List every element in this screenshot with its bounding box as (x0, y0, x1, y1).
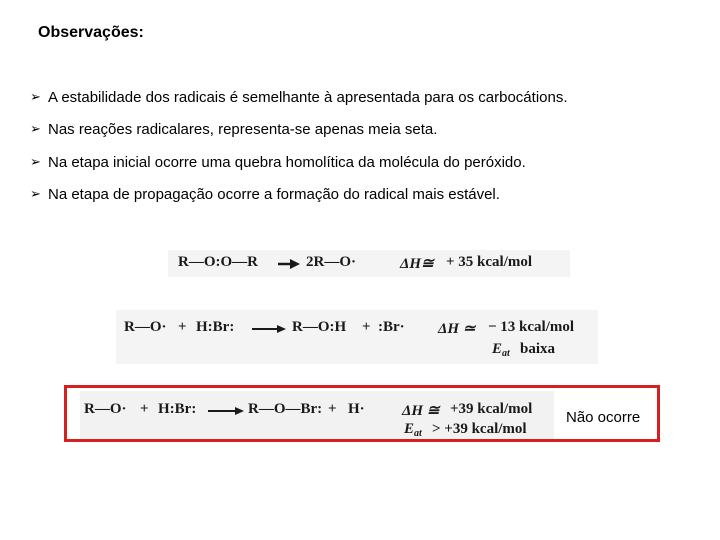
propagation-equation-hbr-alkoxy (116, 310, 598, 364)
bullet-text: Na etapa inicial ocorre uma quebra homolítica da molécula do peróxido. (48, 153, 526, 171)
eq2-enthalpy-label: ΔH ≃ (438, 321, 476, 337)
eq2-reactant-1: R—O· (124, 319, 167, 335)
reaction-arrow-icon (252, 324, 286, 334)
eq2-reactant-2: H:Br: (196, 319, 235, 335)
observations-list (30, 88, 568, 218)
reaction-arrow-icon (278, 259, 300, 269)
eq1-enthalpy-label: ΔH≅ (400, 256, 434, 272)
eq3-reactant-1: R—O· (84, 401, 127, 417)
eq3-plus-2: + (328, 401, 337, 417)
peroxide-cleavage-equation (168, 250, 570, 277)
arrow-bullet-icon: ➢ (30, 187, 41, 202)
arrow-bullet-icon: ➢ (30, 154, 41, 170)
eq3-activation-value: > +39 kcal/mol (432, 421, 527, 437)
eq3-enthalpy-label: ΔH ≅ (402, 403, 440, 419)
eq3-product-2: H· (348, 401, 365, 417)
slide-title: Observações: (38, 24, 144, 41)
eq2-activation-value: baixa (520, 341, 556, 357)
bullet-text: Na etapa de propagação ocorre a formação do radical mais estável. (48, 186, 500, 203)
eq1-reactant: R—O:O—R (178, 254, 258, 270)
eq2-plus-1: + (178, 319, 187, 335)
eq3-reactant-2: H:Br: (158, 401, 197, 417)
list-item (30, 153, 568, 171)
eq3-product-1: R—O—Br: (248, 401, 323, 417)
eq3-enthalpy-value: +39 kcal/mol (450, 401, 533, 417)
eq2-product-1: R—O:H (292, 319, 347, 335)
bullet-text: A estabilidade dos radicais é semelhante à apresentada para os carbocátions. (48, 88, 568, 106)
list-item (30, 121, 568, 139)
eq1-enthalpy-value: + 35 kcal/mol (446, 254, 533, 270)
list-item (30, 186, 568, 204)
eq3-activation-label: $E_{at}$ (404, 421, 422, 439)
eq2-activation-label: $E_{at}$ (492, 341, 510, 359)
eq3-plus-1: + (140, 401, 149, 417)
eq1-product: 2R—O· (306, 254, 357, 270)
arrow-bullet-icon: ➢ (30, 122, 41, 137)
bullet-text: Nas reações radicalares, representa-se apenas meia seta. (48, 121, 438, 138)
eq2-product-2: :Br· (378, 319, 405, 335)
eq2-plus-2: + (362, 319, 371, 335)
arrow-bullet-icon: ➢ (30, 89, 41, 105)
not-occurring-note: Não ocorre (566, 409, 641, 426)
eq2-enthalpy-value: − 13 kcal/mol (488, 319, 575, 335)
list-item (30, 88, 568, 106)
